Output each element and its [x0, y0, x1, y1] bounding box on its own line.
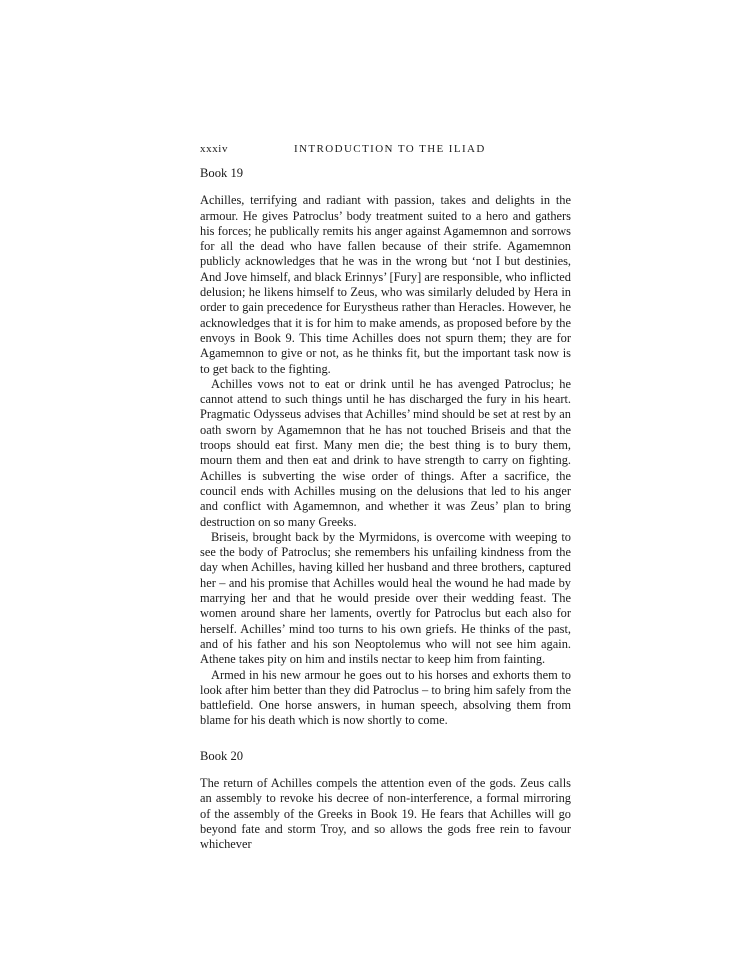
paragraph: Armed in his new armour he goes out to his horses and exhorts them to look after him better than they did Patroclus – to bring him safely from the battlefield. One horse answers, in human speech, absolving them from blame for his death which is now shortly to come. — [200, 667, 571, 728]
paragraph: The return of Achilles compels the attention even of the gods. Zeus calls an assembly to revoke his decree of non-interference, a formal mirroring of the assembly of the Greeks in Book 19. He fears that Achilles will go beyond fate and storm Troy, and so allows the gods free rein to favour whichever — [200, 775, 571, 852]
section-heading-book-20: Book 20 — [200, 748, 244, 763]
page-number: xxxiv — [200, 143, 229, 155]
book-page — [200, 142, 571, 852]
running-head-title: INTRODUCTION TO THE ILIAD — [294, 143, 486, 155]
paragraph: Briseis, brought back by the Myrmidons, is overcome with weeping to see the body of Patroclus; she remembers his unfailing kindness from the day when Achilles, having killed her husband and three brothers, captured her – and his promise that Achilles would heal the wound he had made by marrying her and that he would preside over their wedding feast. The women around share her laments, overtly for Patroclus but each also for herself. Achilles’ mind too turns to his own griefs. He thinks of the past, and of his father and his son Neoptolemus who will not see him again. Athene takes pity on him and instils nectar to keep him from fainting. — [200, 529, 571, 667]
paragraph: Achilles, terrifying and radiant with passion, takes and delights in the armour. He gives Patroclus’ body treatment suited to a hero and gathers his forces; he publically remits his anger against Agamemnon and sorrows for all the dead who have fallen because of their strife. Agamemnon publicly acknowledges that he was in the wrong but ‘not I but destinies, And Jove himself, and black Erinnys’ [Fury] are responsible, who inflicted delusion; he likens himself to Zeus, who was similarly deluded by Hera in order to gain precedence for Eurystheus rather than Heracles. However, he acknowledges that it is for him to make amends, as proposed before by the envoys in Book 9. This time Achilles does not spurn them; they are for Agamemnon to give or not, as he thinks fit, but the important task now is to get back to the fighting. — [200, 193, 571, 376]
running-head — [200, 142, 571, 158]
paragraph: Achilles vows not to eat or drink until he has avenged Patroclus; he cannot attend to such things until he has discharged the fury in his heart. Pragmatic Odysseus advises that Achilles’ mind should be set at rest by an oath sworn by Agamemnon that he has not touched Briseis and that the troops should eat first. Many men die; the best thing is to bury them, mourn them and then eat and drink to have strength to carry on fighting. Achilles is subverting the wise order of things. After a sacrifice, the council ends with Achilles musing on the delusions that led to his anger and conflict with Agamemnon, and whether it was Zeus’ plan to bring destruction on so many Greeks. — [200, 376, 571, 529]
section-heading-book-19: Book 19 — [200, 166, 244, 180]
